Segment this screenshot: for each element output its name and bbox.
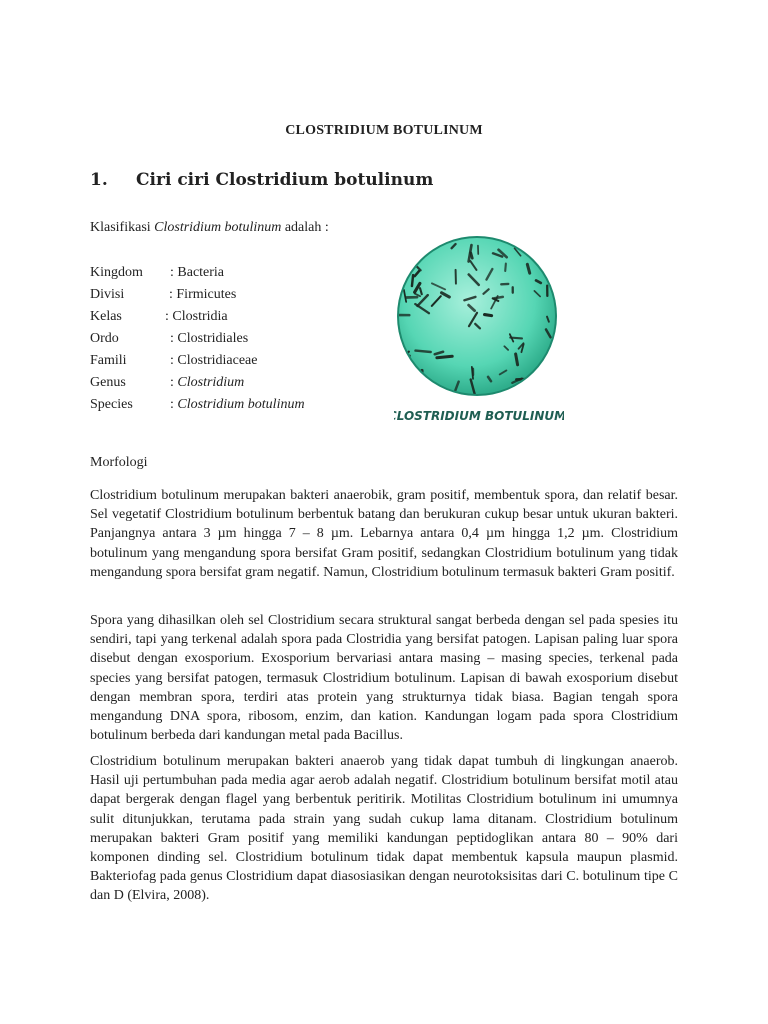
rank-value: : Firmicutes	[169, 287, 237, 302]
intro-species: Clostridium botulinum	[154, 220, 282, 235]
section-title: Ciri ciri Clostridium botulinum	[136, 170, 434, 190]
rank-label: Genus	[90, 375, 126, 390]
bacterium-rod	[505, 264, 506, 271]
bacterium-rod	[516, 354, 518, 365]
section-number: 1.	[90, 170, 108, 190]
bacterium-rod	[437, 356, 452, 358]
bacterium-rod	[494, 297, 502, 298]
morphology-paragraph-1: Clostridium botulinum merupakan bakteri anaerobik, gram positif, membentuk spora, dan relatif besar. Sel vegetatif Clostridium botulinum berbentuk batang dan berukuran cukup besar untuk ukuran bakteri. Panjangnya antara 3 µm hingga 7 – 8 µm. Lebarnya antara 0,4 µm hingga 1,2 µm. Clostridium botulinum yang mengandung spora bersifat Gram positif, sedangkan Clostridium botulinum yang tidak mengandung spora bersifat gram negatif. Namun, Clostridium botulinum termasuk bakteri Gram positif.	[90, 488, 678, 580]
rank-value: Clostridium	[177, 375, 245, 390]
classification-row: Genus : Clostridium	[90, 372, 305, 394]
bacterium-rod	[535, 255, 543, 261]
section-heading	[90, 170, 433, 190]
bacteria-illustration	[394, 234, 564, 434]
bacterium-rod	[532, 383, 541, 385]
rank-label: Kelas	[90, 309, 122, 324]
bacteria-micrograph-image	[394, 234, 564, 434]
bacterium-rod	[485, 315, 492, 316]
classification-row	[90, 350, 305, 372]
rank-value: : Clostridiales	[170, 331, 249, 346]
rank-label: Ordo	[90, 331, 119, 346]
document-title: CLOSTRIDIUM BOTULINUM	[285, 123, 483, 138]
morphology-paragraph-2: Spora yang dihasilkan oleh sel Clostridium secara struktural sangat berbeda dengan sel pada spesies itu sendiri, tapi yang terkenal adalah spora pada Clostridia yang bersifat patogen. Lapisan paling luar spora disebut dengan exosporium. Exosporium bervariasi antara masing – masing species, terkenal pada species yang bersifat patogen, termasuk Clostridium botulinum. Lapisan di bawah exosporium disebut dengan membran spora, terdiri atas protein yang strukturnya tidak biasa. Bagian tengah spora mengandung DNA spora, ribosom, enzim, dan kation. Kandungan logam pada spora Clostridium botulinum berbeda dari kandungan metal pada Bacillus.	[90, 613, 678, 744]
bacterium-rod	[416, 351, 431, 352]
bacterium-rod	[414, 249, 418, 255]
classification-intro	[90, 220, 329, 236]
rank-value: : Clostridiaceae	[170, 353, 258, 368]
classification-row	[90, 262, 305, 284]
bacterium-rod	[412, 380, 419, 383]
morphology-paragraph-3: Clostridium botulinum merupakan bakteri anaerob yang tidak dapat tumbuh di lingkungan anaerob. Hasil uji pertumbuhan pada media agar aerob adalah negatif. Clostridium botulinum bersifat motil atau dapat bergerak dengan flagel yang berbentuk peritirik. Motilitas Clostridium botulinum ini umumnya sulit ditunjukkan, terutama pada strain yang sudah cukup lama ditanam. Clostridium botulinum merupakan bakteri Gram positif yang memiliki kandungan peptidoglikan antara 80 – 90% dari komponen dinding sel. Clostridium botulinum tidak dapat membentuk kapsula maupun plasmid. Bakteriofag pada genus Clostridium dapat diasosiasikan dengan neurotoksisitas dari C. botulinum tipe C dan D (Elvira, 2008).	[90, 754, 678, 904]
rank-label: Species	[90, 397, 133, 412]
classification-row	[90, 284, 305, 306]
bacterium-rod	[411, 242, 421, 248]
bacterium-rod	[414, 368, 417, 380]
illustration-caption: CLOSTRIDIUM BOTULINUM	[394, 409, 564, 423]
intro-prefix: Klasifikasi	[90, 220, 155, 235]
classification-row	[90, 306, 305, 328]
intro-suffix: adalah :	[281, 220, 329, 235]
rank-label: Famili	[90, 353, 127, 368]
bacterium-rod	[412, 275, 413, 286]
classification-row	[90, 328, 305, 350]
rank-value: : Clostridia	[165, 309, 228, 324]
morphology-heading: Morfologi	[90, 455, 148, 470]
classification-row: Species : Clostridium botulinum	[90, 394, 305, 416]
rank-label: Kingdom	[90, 265, 143, 280]
classification-table	[90, 262, 305, 416]
rank-label: Divisi	[90, 287, 125, 302]
rank-value: : Bacteria	[170, 265, 225, 280]
rank-value: Clostridium botulinum	[177, 397, 305, 412]
